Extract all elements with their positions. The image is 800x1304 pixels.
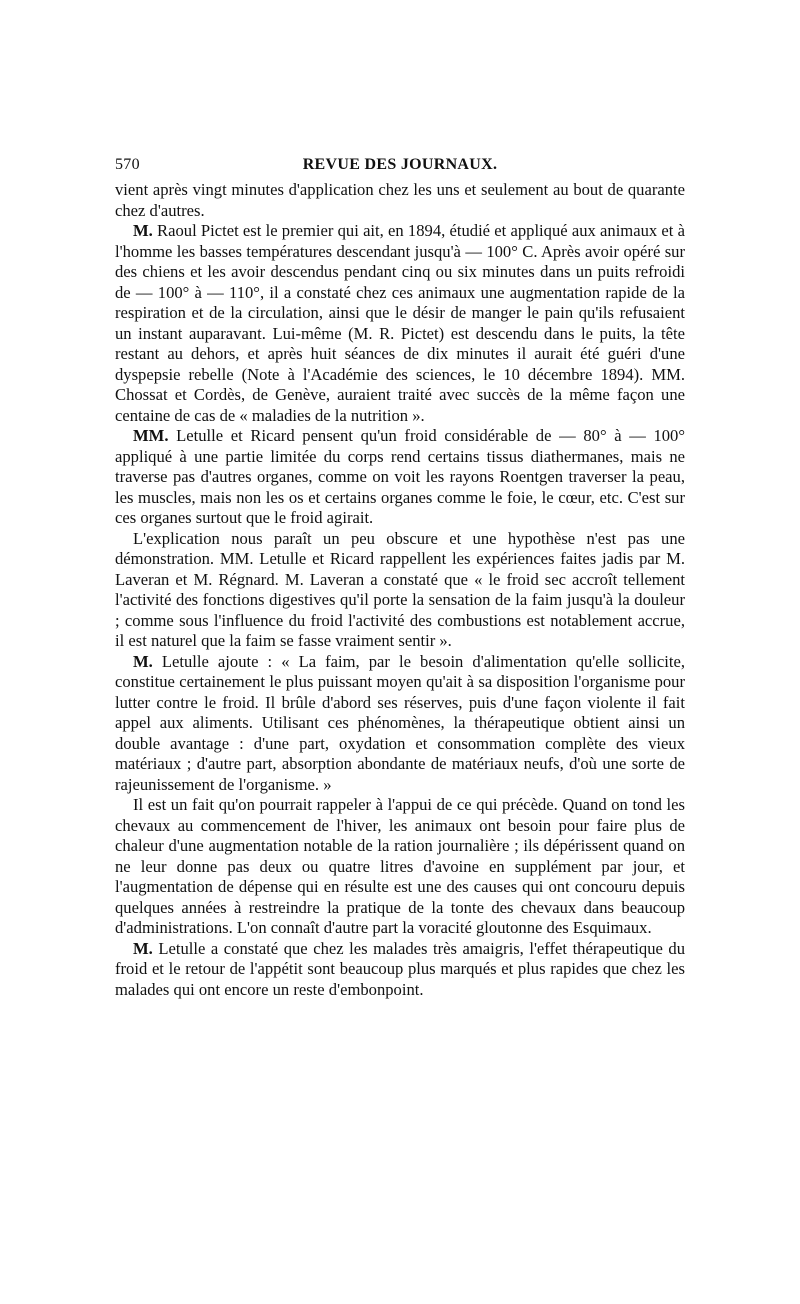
paragraph-letulle-constate [115,939,685,1001]
page-number: 570 [115,156,140,173]
book-page [115,150,685,1000]
paragraph-text: Letulle et Ricard pensent qu'un froid considérable de — 80° à — 100° appliqué à une partie limitée du corps rend certains tissus diathermanes, mais ne traverse pas d'autres organes, comme on voit les rayons Roentgen traverser la peau, les muscles, mais non les os et certains organes comme le foie, le cœur, etc. C'est sur ces organes surtout que le froid agirait. [115,426,685,527]
paragraph-pictet [115,221,685,426]
paragraph-chevaux [115,795,685,939]
paragraph-explication [115,529,685,652]
journal-title: REVUE DES JOURNAUX. [302,156,498,173]
paragraph-text: L'explication nous paraît un peu obscure et une hypothèse n'est pas une démonstration. MM. Letulle et Ricard rappellent les expériences faites jadis par M. Laveran et M. Régnard. M. Laveran a constaté que « le froid sec accroît tellement l'activité des fonctions digestives qu'il porte la sensation de la faim jusqu'à la douleur ; comme sous l'influence du froid l'activité des combustions est notablement accrue, il est naturel que la faim se fasse vraiment sentir ». [115,528,685,650]
article-body [115,180,685,1000]
paragraph-lead: M. [133,221,153,240]
paragraph-letulle-ajoute [115,652,685,796]
paragraph-text: vient après vingt minutes d'application chez les uns et seulement au bout de quarante chez d'autres. [115,180,685,220]
running-head [115,150,685,180]
paragraph-lead: M. [133,651,153,671]
paragraph-text: Letulle a constaté que chez les malades très amaigris, l'effet thérapeutique du froid et le retour de l'appétit sont beaucoup plus marqués et plus rapides que chez les malades qui ont encore un reste d'embonpoint. [115,938,685,999]
paragraph-continuation [115,180,685,221]
paragraph-text: Letulle ajoute : « La faim, par le besoin d'alimentation qu'elle sollicite, constitue certainement le plus puissant moyen qu'ait à sa disposition l'organisme pour lutter contre le froid. Il brûle d'abord ses réserves, puis d'une façon violente il fait appel aux aliments. Utilisant ces phénomènes, la thérapeutique obtient ainsi un double avantage : d'une part, oxydation et consommation complète des vieux matériaux ; d'autre part, absorption abondante de matériaux neufs, d'où une sorte de rajeunissement de l'organisme. » [115,651,685,794]
paragraph-text: Raoul Pictet est le premier qui ait, en 1894, étudié et appliqué aux animaux et à l'homme les basses températures descendant jusqu'à — 100° C. Après avoir opéré sur des chiens et les avoir descendus pendant cinq ou six minutes dans un puits refroidi de — 100° à — 110°, il a constaté chez ces animaux une augmentation rapide de la respiration et de la circulation, ainsi que le désir de manger le pain qu'ils refusaient un instant auparavant. Lui-même (M. R. Pictet) est descendu dans le puits, la tête restant au dehors, et après huit séances de dix minutes il aurait été guéri d'une dyspepsie rebelle (Note à l'Académie des sciences, le 10 décembre 1894). MM. Chossat et Cordès, de Genève, auraient traité avec succès de la même façon une centaine de cas de « maladies de la nutrition ». [115,221,685,425]
paragraph-lead: M. [133,938,153,958]
paragraph-letulle-ricard [115,426,685,529]
paragraph-text: Il est un fait qu'on pourrait rappeler à l'appui de ce qui précède. Quand on tond les chevaux au commencement de l'hiver, les animaux ont besoin pour faire plus de chaleur d'une augmentation notable de la ration journalière ; ils dépérissent quand on ne leur donne pas deux ou quatre litres d'avoine en supplément par jour, et l'augmentation de dépense qui en résulte est une des causes qui ont concouru depuis quelques années à restreindre la pratique de la tonte des chevaux dans beaucoup d'administrations. L'on connaît d'autre part la voracité gloutonne des Esquimaux. [115,795,685,937]
paragraph-lead: MM. [133,426,169,445]
